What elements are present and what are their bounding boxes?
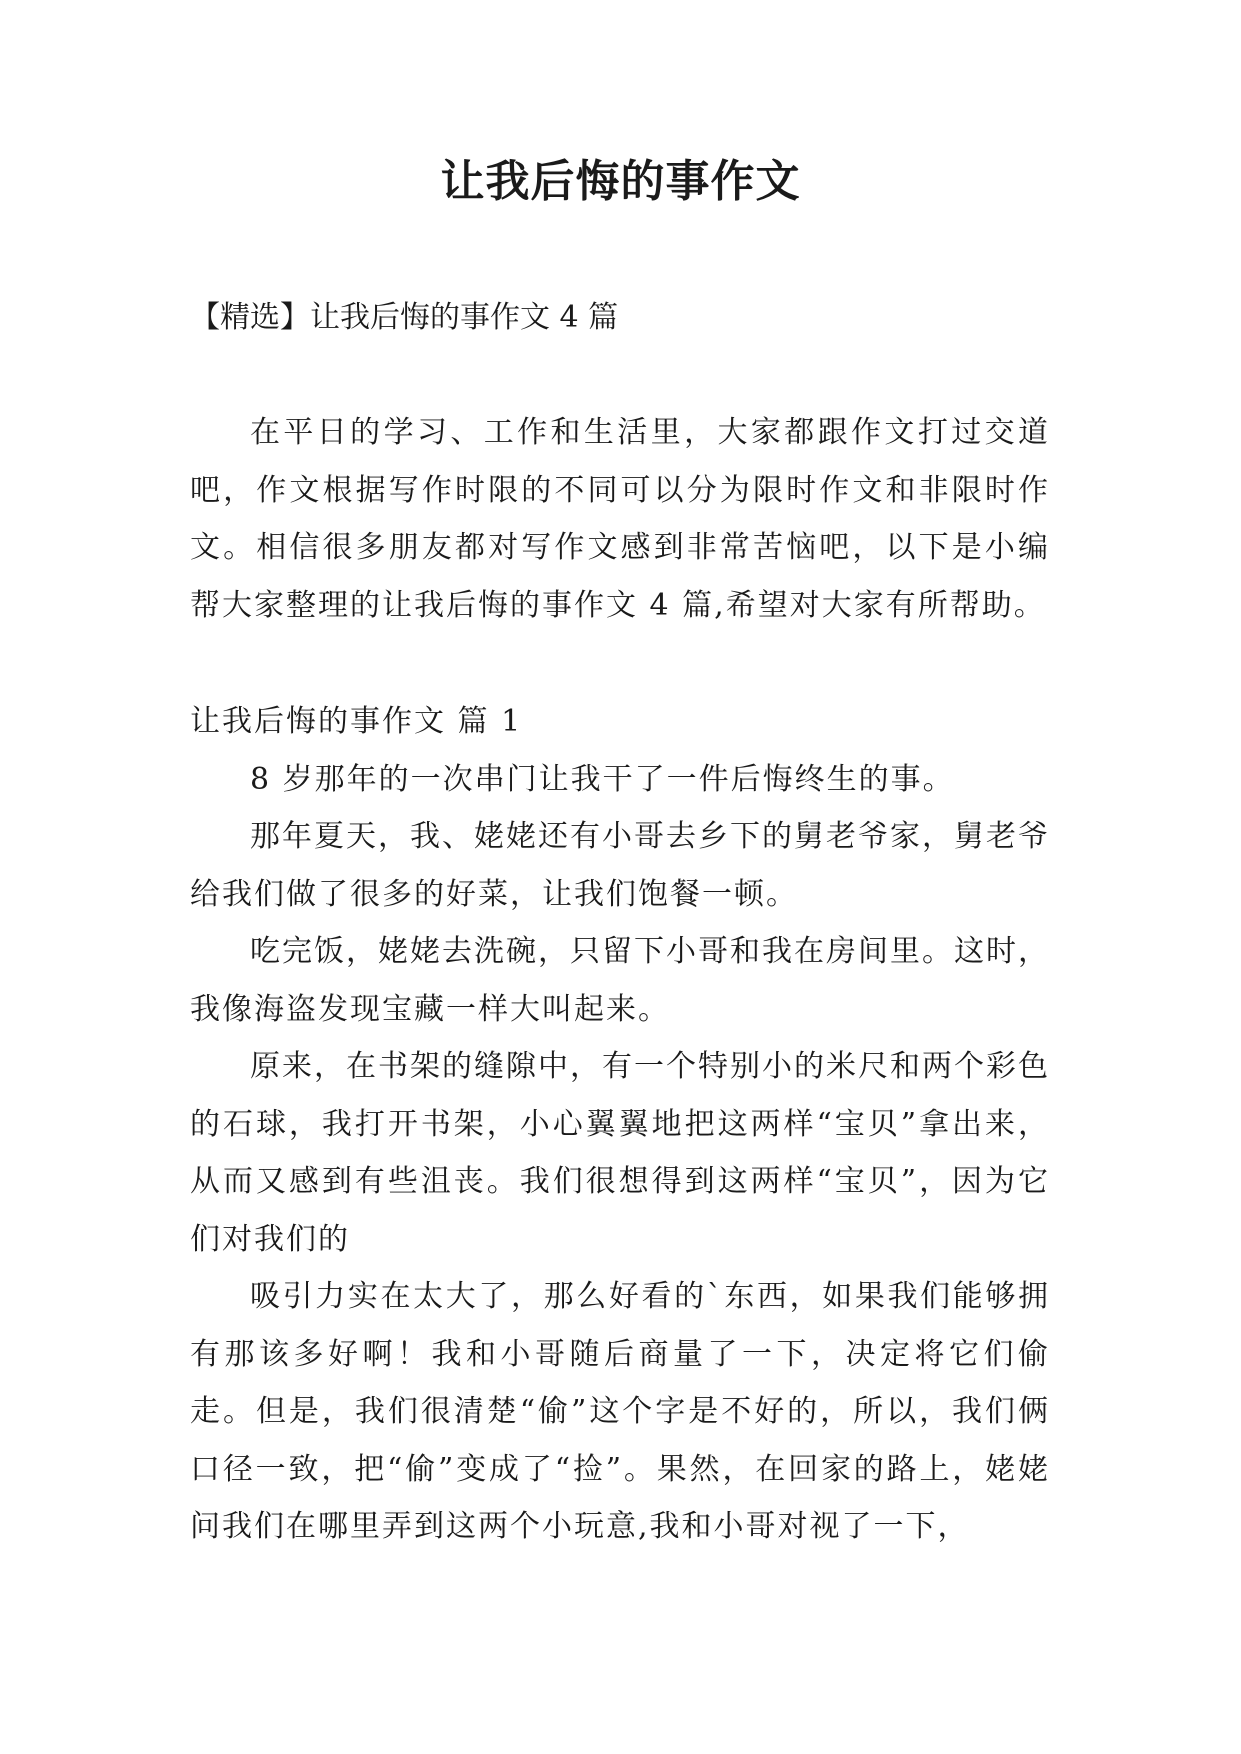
essay-paragraph: 8 岁那年的一次串门让我干了一件后悔终生的事。: [250, 761, 955, 797]
essay-1-heading: 让我后悔的事作文 篇 1: [190, 704, 523, 739]
essay-paragraph: 原来，在书架的缝隙中，有一个特别小的米尺和两个彩色的石球，我打开书架，小心翼翼地把这两样“宝贝”拿出来，从而又感到有些沮丧。我们很想得到这两样“宝贝”，因为它们对我们的: [190, 1049, 1050, 1257]
essay-paragraph: 吸引力实在太大了，那么好看的`东西，如果我们能够拥有那该多好啊！我和小哥随后商量了一下，决定将它们偷走。但是，我们很清楚“偷”这个字是不好的，所以，我们俩口径一致，把“偷”变成了“捡”。果然，在回家的路上，姥姥问我们在哪里弄到这两个小玩意,我和小哥对视了一下，: [190, 1279, 1050, 1544]
document-title: 让我后悔的事作文: [440, 156, 801, 207]
intro-paragraph: 在平日的学习、工作和生活里，大家都跟作文打过交道吧，作文根据写作时限的不同可以分为限时作文和非限时作文。相信很多朋友都对写作文感到非常苦恼吧，以下是小编帮大家整理的让我后悔的事作文 4 篇,希望对大家有所帮助。: [190, 415, 1050, 623]
essay-1-section: [190, 693, 1050, 1556]
document-subtitle: 【精选】让我后悔的事作文 4 篇: [190, 300, 619, 335]
intro-section: [190, 404, 1050, 634]
essay-paragraph: 那年夏天，我、姥姥还有小哥去乡下的舅老爷家，舅老爷给我们做了很多的好菜，让我们饱餐一顿。: [190, 819, 1050, 912]
essay-paragraph: 吃完饭，姥姥去洗碗，只留下小哥和我在房间里。这时，我像海盗发现宝藏一样大叫起来。: [190, 934, 1050, 1027]
